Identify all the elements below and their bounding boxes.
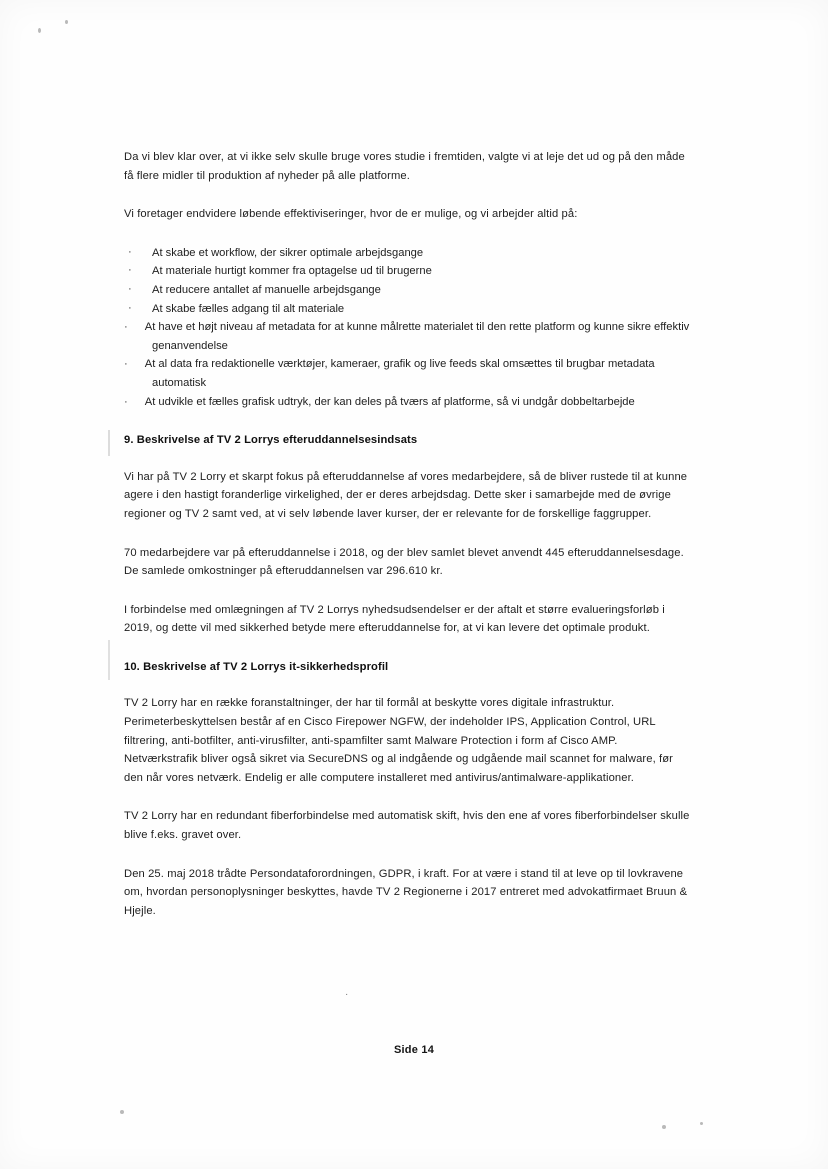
- list-item: [124, 281, 690, 300]
- paragraph-9-2: 70 medarbejdere var på efteruddannelse i 2018, og der blev samlet blevet anvendt 445 efteruddannelsesdage. De samlede omkostninger på efteruddannelsen var 296.610 kr.: [124, 546, 684, 578]
- scan-speck: [120, 1110, 124, 1114]
- bullet-marker-icon: ·: [128, 245, 132, 258]
- stray-ink-mark: ·: [345, 989, 349, 1000]
- list-item-label: At skabe et workflow, der sikrer optimale arbejdsgange: [152, 246, 424, 259]
- bullet-marker-icon: ·: [128, 282, 132, 295]
- paragraph-10-2: TV 2 Lorry har en redundant fiberforbindelse med automatisk skift, hvis den ene af vores fiberforbindelser skulle blive f.eks. gravet over.: [124, 810, 690, 842]
- scan-speck: [108, 430, 110, 456]
- list-item: [124, 355, 690, 392]
- bullet-list: [124, 244, 690, 411]
- list-item: [124, 262, 690, 281]
- paragraph-9-3: I forbindelse med omlægningen af TV 2 Lorrys nyhedsudsendelser er der aftalt et større evalueringsforløb i 2019, og dette vil med sikkerhed betyde mere efteruddannelse for, at vi kan levere det optimale produkt.: [124, 603, 665, 635]
- paragraph-intro-2: Vi foretager endvidere løbende effektiviseringer, hvor de er mulige, og vi arbejder altid på:: [124, 208, 578, 221]
- bullet-marker-icon: ·: [124, 321, 128, 334]
- scan-speck: [38, 28, 41, 33]
- scan-speck: [700, 1122, 703, 1125]
- document-body: [124, 148, 690, 940]
- bullet-marker-icon: ·: [124, 395, 128, 408]
- paragraph-10-3: Den 25. maj 2018 trådte Persondataforordningen, GDPR, i kraft. For at være i stand til at leve op til lovkravene om, hvordan personoplysninger beskyttes, havde TV 2 Regionerne i 2017 entreret med advokatfirmaet Bruun & Hjejle.: [124, 867, 688, 917]
- section-heading-10: 10. Beskrivelse af TV 2 Lorrys it-sikkerhedsprofil: [124, 660, 389, 673]
- list-item-label: At udvikle et fælles grafisk udtryk, der kan deles på tværs af platforme, så vi undgår dobbeltarbejde: [144, 395, 635, 408]
- bullet-marker-icon: ·: [128, 264, 132, 277]
- page-footer: Side 14: [393, 1044, 435, 1056]
- scan-speck: [108, 640, 110, 680]
- list-item-label: At skabe fælles adgang til alt materiale: [152, 302, 345, 315]
- list-item: [124, 300, 690, 319]
- list-item: [124, 244, 690, 263]
- paragraph-intro-1: Da vi blev klar over, at vi ikke selv skulle bruge vores studie i fremtiden, valgte vi at leje det ud og på den måde få flere midler til produktion af nyheder på alle platforme.: [124, 151, 685, 182]
- section-heading-9: 9. Beskrivelse af TV 2 Lorrys efteruddannelsesindsats: [124, 434, 418, 447]
- bullet-marker-icon: ·: [124, 358, 128, 371]
- list-item: [124, 318, 690, 355]
- list-item: [124, 393, 690, 412]
- list-item-label: At have et højt niveau af metadata for at kunne målrette materialet til den rette platform og kunne sikre effektiv genanvendelse: [144, 321, 690, 352]
- paragraph-9-1: Vi har på TV 2 Lorry et skarpt fokus på efteruddannelse af vores medarbejdere, så de bliver rustede til at kunne agere i den hastigt foranderlige virkelighed, der er deres arbejdsdag. Dette sker i samarbejde med de øvrige regioner og TV 2 samt ved, at vi selv løbende laver kurser, der er relevante for de forskellige faggrupper.: [124, 470, 688, 520]
- list-item-label: At al data fra redaktionelle værktøjer, kameraer, grafik og live feeds skal omsættes til brugbar metadata automatisk: [144, 358, 655, 389]
- scan-speck: [662, 1125, 666, 1129]
- list-item-label: At reducere antallet af manuelle arbejdsgange: [152, 283, 381, 296]
- scan-speck: [65, 20, 68, 24]
- list-item-label: At materiale hurtigt kommer fra optagelse ud til brugerne: [152, 265, 432, 278]
- paragraph-10-1: TV 2 Lorry har en række foranstaltninger, der har til formål at beskytte vores digitale infrastruktur. Perimeterbeskyttelsen består af en Cisco Firepower NGFW, der indeholder IPS, Application Control, URL filtrering, anti-botfilter, anti-virusfilter, anti-spamfilter samt Malware Protection i form af Cisco AMP. Netværkstrafik bliver også sikret via SecureDNS og al indgående og udgående mail scannet for malware, før den når vores netværk. Endelig er alle computere installeret med antivirus/antimalware-applikationer.: [124, 697, 674, 784]
- bullet-marker-icon: ·: [128, 301, 132, 314]
